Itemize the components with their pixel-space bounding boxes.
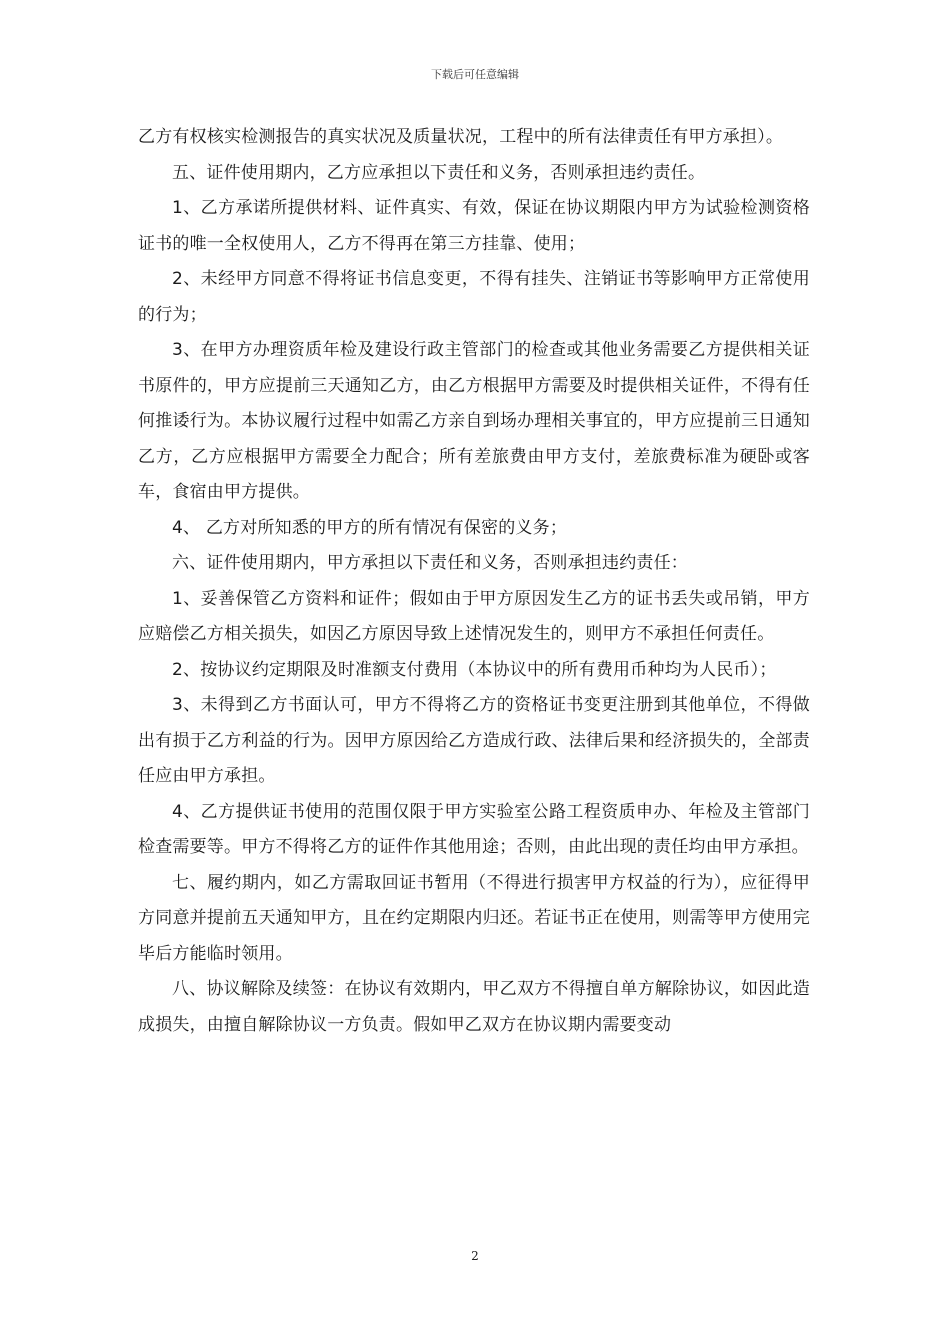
- section-5-item-4: 4、 乙方对所知悉的甲方的所有情况有保密的义务；: [172, 517, 568, 538]
- section-6-item-2: 2、按协议约定期限及时准额支付费用（本协议中的所有费用币种均为人民币）；: [172, 659, 777, 680]
- section-5-item-2: 2、未经甲方同意不得将证书信息变更，不得有挂失、注销证书等影响甲方正常使用的行为；: [138, 269, 810, 325]
- section-6-item-1: 1、妥善保管乙方资料和证件；假如由于甲方原因发生乙方的证书丢失或吊销，甲方应赔偿乙方相关损失，如因乙方原因导致上述情况发生的，则甲方不承担任何责任。: [138, 588, 810, 644]
- paragraph-continuation: 乙方有权核实检测报告的真实状况及质量状况，工程中的所有法律责任有甲方承担）。: [138, 127, 784, 147]
- document-body: [138, 120, 810, 1043]
- section-5-item-1: 1、乙方承诺所提供材料、证件真实、有效，保证在协议期限内甲方为试验检测资格证书的唯一全权使用人，乙方不得再在第三方挂靠、使用；: [138, 198, 810, 254]
- page-header: 下载后可任意编辑: [431, 68, 519, 81]
- section-6-item-3: 3、未得到乙方书面认可，甲方不得将乙方的资格证书变更注册到其他单位，不得做出有损于乙方利益的行为。因甲方原因给乙方造成行政、法律后果和经济损失的，全部责任应由甲方承担。: [138, 695, 810, 786]
- section-8-paragraph: 八、协议解除及续签：在协议有效期内，甲乙双方不得擅自单方解除协议，如因此造成损失，由擅自解除协议一方负责。假如甲乙双方在协议期内需要变动: [138, 979, 810, 1035]
- section-6-heading: 六、证件使用期内，甲方承担以下责任和义务，否则承担违约责任：: [172, 553, 688, 573]
- section-5-item-3: 3、在甲方办理资质年检及建设行政主管部门的检查或其他业务需要乙方提供相关证书原件的，甲方应提前三天通知乙方，由乙方根据甲方需要及时提供相关证件，不得有任何推诿行为。本协议履行过程中如需乙方亲自到场办理相关事宜的，甲方应提前三日通知乙方，乙方应根据甲方需要全力配合；所有差旅费由甲方支付，差旅费标准为硬卧或客车，食宿由甲方提供。: [138, 340, 810, 502]
- section-5-heading: 五、证件使用期内，乙方应承担以下责任和义务，否则承担违约责任。: [172, 162, 706, 183]
- page-number: 2: [471, 1249, 479, 1263]
- section-7-paragraph: 七、履约期内，如乙方需取回证书暂用（不得进行损害甲方权益的行为），应征得甲方同意并提前五天通知甲方，且在约定期限内归还。若证书正在使用，则需等甲方使用完毕后方能临时领用。: [138, 872, 810, 964]
- section-6-item-4: 4、乙方提供证书使用的范围仅限于甲方实验室公路工程资质申办、年检及主管部门检查需要等。甲方不得将乙方的证件作其他用途；否则，由此出现的责任均由甲方承担。: [138, 801, 810, 857]
